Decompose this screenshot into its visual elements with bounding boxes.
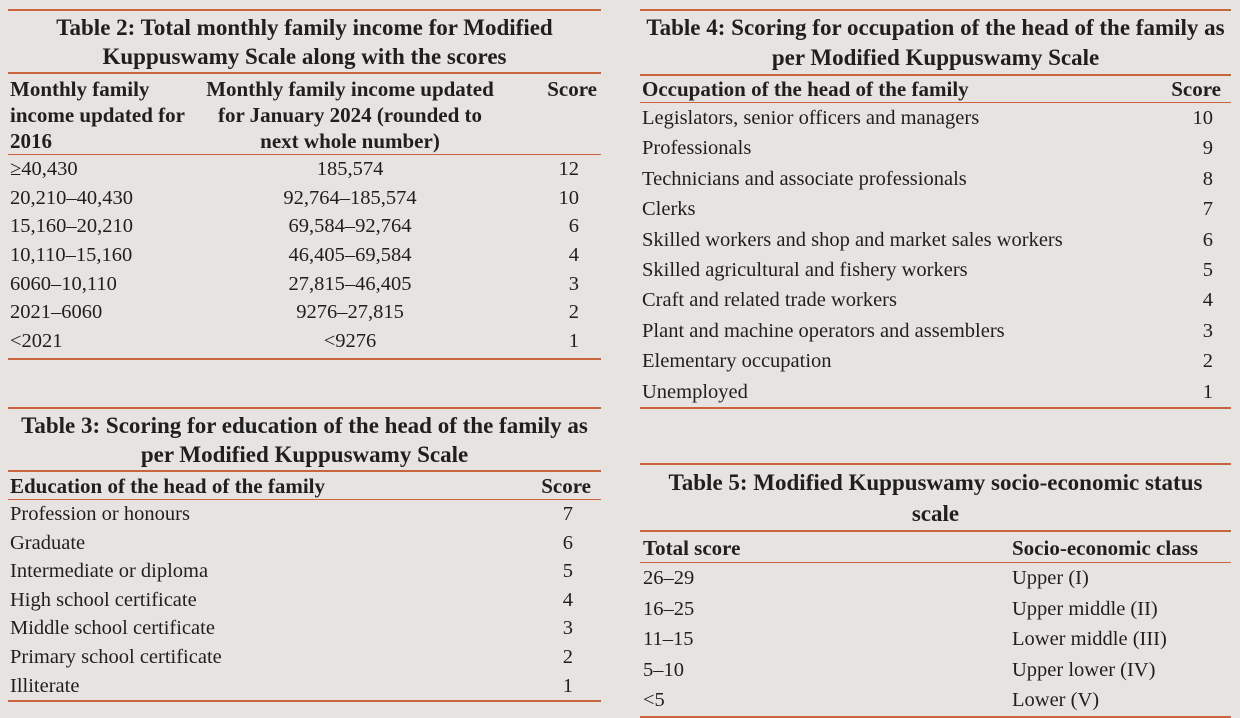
education-cell: High school certificate xyxy=(10,588,197,611)
table-row xyxy=(8,500,601,529)
score-cell: 4 xyxy=(1202,289,1213,312)
header-education: Education of the head of the family xyxy=(10,473,325,498)
table-5-header xyxy=(640,532,1231,562)
table-row xyxy=(640,164,1231,194)
score-cell: 1 xyxy=(1202,380,1213,403)
table-row xyxy=(8,298,601,327)
occupation-cell: Plant and machine operators and assemblers xyxy=(642,319,1005,342)
score-cell: 5 xyxy=(562,560,573,583)
income-2016-cell: ≥40,430 xyxy=(10,158,78,180)
occupation-cell: Skilled workers and shop and market sales workers xyxy=(642,228,1063,251)
education-cell: Profession or honours xyxy=(10,503,190,525)
income-2016-cell: 10,110–15,160 xyxy=(10,244,133,267)
table-row xyxy=(8,614,601,643)
income-2024-cell: 92,764–185,574 xyxy=(283,186,417,209)
table-bottom-rule xyxy=(8,700,601,702)
table-row xyxy=(640,655,1231,686)
table-row xyxy=(640,103,1231,133)
socio-economic-class-cell: Upper (I) xyxy=(1012,567,1089,589)
income-2016-cell: 2021–6060 xyxy=(10,301,103,324)
socio-economic-class-cell: Upper lower (IV) xyxy=(1012,658,1156,681)
table-row xyxy=(8,586,601,615)
table-row xyxy=(640,225,1231,255)
score-cell: 2 xyxy=(1202,350,1213,373)
education-cell: Illiterate xyxy=(10,674,80,697)
table-bottom-rule xyxy=(8,358,601,360)
table-row xyxy=(640,624,1231,655)
table-row xyxy=(8,557,601,586)
table-row xyxy=(640,685,1231,716)
table-row xyxy=(8,241,601,270)
score-cell: 4 xyxy=(568,244,579,267)
table-4-title: Table 4: Scoring for occupation of the head of the family as per Modified Kuppuswamy Scale xyxy=(646,15,1225,70)
score-cell: 8 xyxy=(1202,167,1213,190)
score-cell: 10 xyxy=(1192,107,1213,129)
occupation-cell: Technicians and associate professionals xyxy=(642,167,967,190)
table-row xyxy=(8,643,601,672)
table-bottom-rule xyxy=(640,407,1231,409)
table-3-body xyxy=(8,500,601,700)
table-row xyxy=(8,212,601,241)
table-2-header xyxy=(8,74,601,154)
income-2016-cell: <2021 xyxy=(10,330,63,353)
header-socio-economic-class: Socio-economic class xyxy=(1012,535,1199,560)
table-3-title: Table 3: Scoring for education of the head of the family as per Modified Kuppuswamy Scale xyxy=(21,413,588,467)
income-2024-cell: 9276–27,815 xyxy=(296,301,404,324)
occupation-cell: Craft and related trade workers xyxy=(642,289,897,312)
table-row xyxy=(640,255,1231,285)
score-cell: 4 xyxy=(562,588,573,611)
income-2024-cell: 27,815–46,405 xyxy=(288,272,412,295)
table-2-income xyxy=(8,9,601,360)
occupation-cell: Clerks xyxy=(642,198,696,221)
occupation-cell: Legislators, senior officers and managers xyxy=(642,107,980,129)
score-cell: 3 xyxy=(1202,319,1213,342)
table-row xyxy=(640,377,1231,407)
score-cell: 2 xyxy=(562,645,573,668)
score-cell: 6 xyxy=(562,531,573,554)
total-score-cell: 26–29 xyxy=(643,567,695,589)
total-score-cell: 11–15 xyxy=(643,628,694,651)
header-occupation: Occupation of the head of the family xyxy=(642,76,969,101)
education-cell: Primary school certificate xyxy=(10,645,222,668)
score-cell: 3 xyxy=(568,272,579,295)
socio-economic-class-cell: Lower (V) xyxy=(1012,689,1100,712)
score-cell: 5 xyxy=(1202,258,1213,281)
income-2024-cell: 69,584–92,764 xyxy=(288,215,412,238)
score-cell: 12 xyxy=(558,158,579,180)
total-score-cell: 16–25 xyxy=(643,597,695,620)
occupation-cell: Skilled agricultural and fishery workers xyxy=(642,258,968,281)
table-row xyxy=(640,346,1231,376)
table-row xyxy=(8,270,601,299)
occupation-cell: Elementary occupation xyxy=(642,350,832,373)
socio-economic-class-cell: Upper middle (II) xyxy=(1012,597,1158,620)
income-2024-cell: <9276 xyxy=(323,330,377,353)
occupation-cell: Professionals xyxy=(642,137,752,160)
score-cell: 1 xyxy=(562,674,573,697)
table-row xyxy=(640,194,1231,224)
socio-economic-class-cell: Lower middle (III) xyxy=(1012,628,1167,651)
table-row xyxy=(640,133,1231,163)
header-score: Score xyxy=(1171,76,1221,101)
occupation-cell: Unemployed xyxy=(642,380,748,403)
score-cell: 9 xyxy=(1202,137,1213,160)
table-4-occupation xyxy=(640,9,1231,409)
table-2-title: Table 2: Total monthly family income for Modified Kuppuswamy Scale along with the scores xyxy=(56,15,553,69)
table-5-title: Table 5: Modified Kuppuswamy socio-economic status scale xyxy=(668,470,1203,526)
income-2024-cell: 185,574 xyxy=(316,158,384,180)
education-cell: Graduate xyxy=(10,531,86,554)
table-2-body xyxy=(8,155,601,358)
header-total-score: Total score xyxy=(643,535,741,560)
table-row xyxy=(640,563,1231,594)
income-2024-cell: 46,405–69,584 xyxy=(288,244,412,267)
score-cell: 1 xyxy=(568,330,579,353)
table-row xyxy=(8,672,601,701)
score-cell: 6 xyxy=(568,215,579,238)
total-score-cell: <5 xyxy=(643,689,665,712)
score-cell: 7 xyxy=(1202,198,1213,221)
income-2016-cell: 6060–10,110 xyxy=(10,272,117,295)
total-score-cell: 5–10 xyxy=(643,658,684,681)
income-2016-cell: 15,160–20,210 xyxy=(10,215,133,238)
header-income-2024: Monthly family income updated for January 2024 (rounded to next whole number) xyxy=(206,76,494,153)
header-income-2016: Monthly family income updated for 2016 xyxy=(10,76,185,153)
table-row xyxy=(8,327,601,356)
table-row xyxy=(8,529,601,558)
score-cell: 7 xyxy=(562,503,573,525)
table-row xyxy=(8,155,601,184)
table-row xyxy=(640,285,1231,315)
table-4-body xyxy=(640,103,1231,407)
table-row xyxy=(8,184,601,213)
income-2016-cell: 20,210–40,430 xyxy=(10,186,133,209)
table-row xyxy=(640,594,1231,625)
score-cell: 10 xyxy=(558,186,579,209)
header-score: Score xyxy=(547,76,597,101)
header-score: Score xyxy=(541,473,591,498)
table-3-header xyxy=(8,472,601,499)
table-4-header xyxy=(640,76,1231,102)
table-row xyxy=(640,316,1231,346)
score-cell: 3 xyxy=(562,617,573,640)
education-cell: Middle school certificate xyxy=(10,617,215,640)
table-3-education xyxy=(8,407,601,702)
table-5-ses-scale xyxy=(640,463,1231,718)
education-cell: Intermediate or diploma xyxy=(10,560,209,583)
score-cell: 6 xyxy=(1202,228,1213,251)
score-cell: 2 xyxy=(568,301,579,324)
table-5-body xyxy=(640,563,1231,716)
